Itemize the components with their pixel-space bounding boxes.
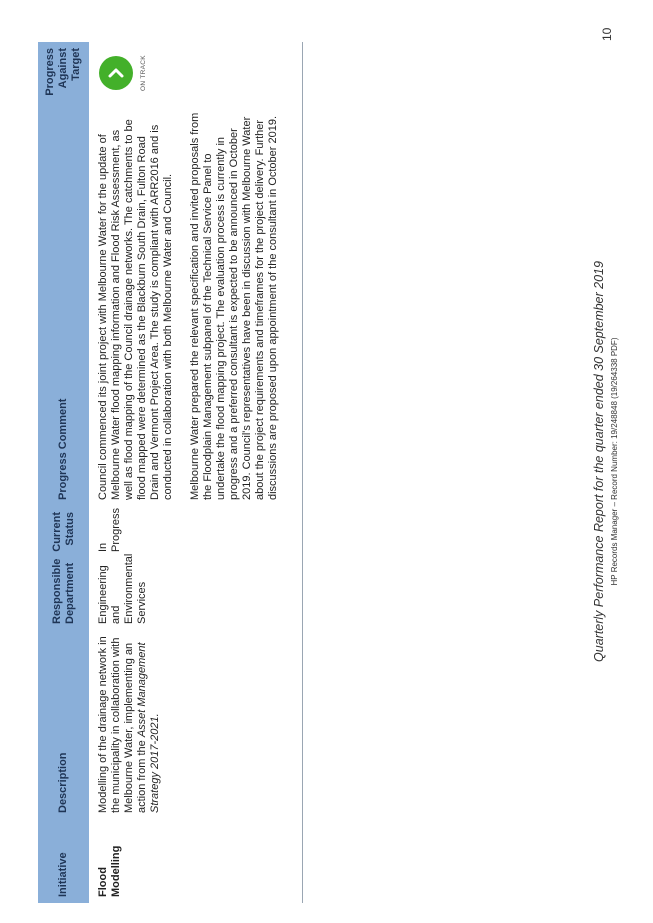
header-comment: Progress Comment <box>38 104 89 506</box>
header-description: Description <box>38 630 89 819</box>
description-text: Modelling of the drainage network in the municipality in collaboration with Melbourne Water, implementing an action from the <box>97 636 148 813</box>
initiatives-table <box>38 42 303 903</box>
footer-record: HP Records Manager – Record Number: 19/248848 (19/264338 PDF) <box>610 337 619 586</box>
department-cell: Engineering and Environmental Services <box>89 558 303 630</box>
header-status: Current Status <box>38 506 89 558</box>
comment-paragraph-2: Melbourne Water prepared the relevant specification and invited proposals from the Floodplain Management subpanel of the Technical Service Panel to undertake the flood mapping project. The evaluation process is currently in progress and a preferred consultant is expected to be announced in October 2019. Council's representatives have been in discussion with Melbourne Water about the project requirements and timeframes for the project delivery. Further discussions are proposed upon appointment of the consultant in October 2019. <box>189 112 279 500</box>
description-italic: Asset Management Strategy 2017-2021. <box>136 642 161 813</box>
footer-title: Quarterly Performance Report for the quarter ended 30 September 2019 <box>592 261 606 662</box>
check-circle-icon <box>99 56 133 90</box>
table-row <box>89 42 303 903</box>
initiative-cell: Flood Modelling <box>89 819 303 903</box>
on-track-label: ON TRACK <box>140 55 147 91</box>
header-initiative: Initiative <box>38 819 89 903</box>
progress-cell <box>89 42 303 104</box>
header-department: Responsible Department <box>38 558 89 630</box>
comment-cell <box>89 104 303 506</box>
comment-paragraph-1: Council commenced its joint project with Melbourne Water for the update of Melbourne Water flood mapping information and Flood Risk Assessment, as well as flood mapping of the Council drainage networks. The catchments to be flood mapped were determined as the Blackburn South Drain, Fulton Road Drain and Vermont Project Area. The study is compliant with ARR2016 and is conducted in collaboration with both Melbourne Water and Council. <box>97 119 174 500</box>
header-progress: Progress Against Target <box>38 42 89 104</box>
description-cell <box>89 630 303 819</box>
page-number: 10 <box>600 27 614 41</box>
table-header-row <box>38 42 89 903</box>
status-cell: In Progress <box>89 506 303 558</box>
